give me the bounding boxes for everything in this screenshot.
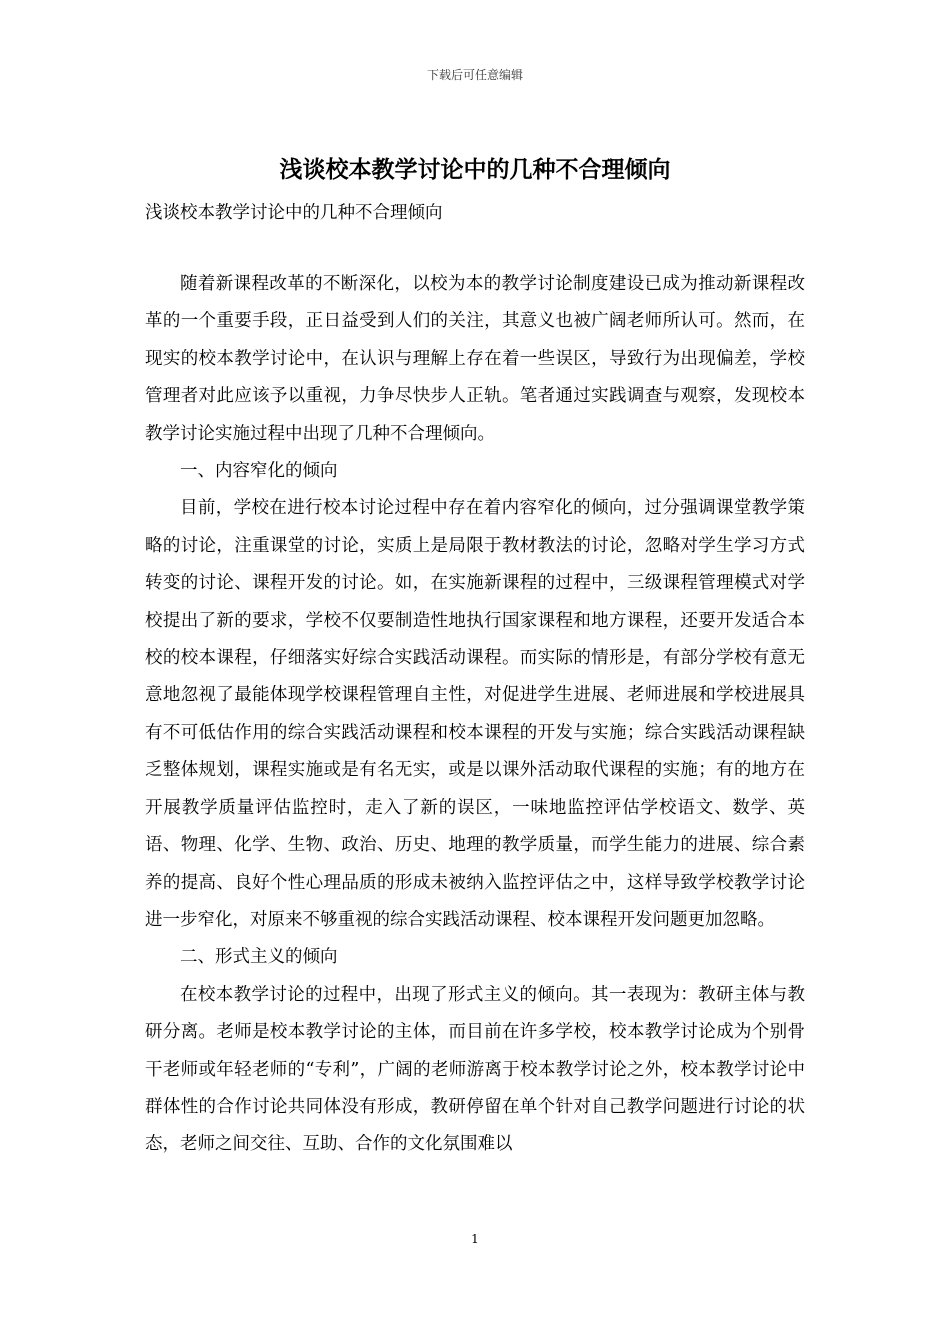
page-header-note: 下载后可任意编辑	[426, 68, 523, 82]
paragraph-intro: 随着新课程改革的不断深化，以校为本的教学讨论制度建设已成为推动新课程改革的一个重要手段，正日益受到人们的关注，其意义也被广阔老师所认可。然而，在现实的校本教学讨论中，在认识与理解上存在着一些误区，导致行为出现偏差，学校管理者对此应该予以重视，力争尽快步人正轨。笔者通过实践调查与观察，发现校本教学讨论实施过程中出现了几种不合理倾向。	[145, 274, 805, 444]
page-number: 1	[471, 1232, 479, 1246]
paragraph-section-2: 在校本教学讨论的过程中，出现了形式主义的倾向。其一表现为：教研主体与教研分离。老师是校本教学讨论的主体，而目前在许多学校，校本教学讨论成为个别骨干老师或年轻老师的“专利”，广阔的老师游离于校本教学讨论之外，校本教学讨论中群体性的合作讨论共同体没有形成，教研停留在单个针对自己教学问题进行讨论的状态，老师之间交往、互助、合作的文化氛围难以	[145, 984, 805, 1155]
paragraph-section-1: 目前，学校在进行校本讨论过程中存在着内容窄化的倾向，过分强调课堂教学策略的讨论，注重课堂的讨论，实质上是局限于教材教法的讨论，忽略对学生学习方式转变的讨论、课程开发的讨论。如，在实施新课程的过程中，三级课程管理模式对学校提出了新的要求，学校不仅要制造性地执行国家课程和地方课程，还要开发适合本校的校本课程，仔细落实好综合实践活动课程。而实际的情形是，有部分学校有意无意地忽视了最能体现学校课程管理自主性，对促进学生进展、老师进展和学校进展具有不可低估作用的综合实践活动课程和校本课程的开发与实施；综合实践活动课程缺乏整体规划，课程实施或是有名无实，或是以课外活动取代课程的实施；有的地方在开展教学质量评估监控时，走入了新的误区，一味地监控评估学校语文、数学、英语、物理、化学、生物、政治、历史、地理的教学质量，而学生能力的进展、综合素养的提高、良好个性心理品质的形成未被纳入监控评估之中，这样导致学校教学讨论进一步窄化，对原来不够重视的综合实践活动课程、校本课程开发问题更加忽略。	[145, 498, 805, 930]
section-heading-1: 一、内容窄化的倾向	[180, 461, 338, 482]
section-heading-2: 二、形式主义的倾向	[180, 947, 338, 968]
document-body	[145, 266, 805, 1164]
document-title: 浅谈校本教学讨论中的几种不合理倾向	[279, 156, 671, 183]
document-subtitle: 浅谈校本教学讨论中的几种不合理倾向	[145, 203, 443, 223]
